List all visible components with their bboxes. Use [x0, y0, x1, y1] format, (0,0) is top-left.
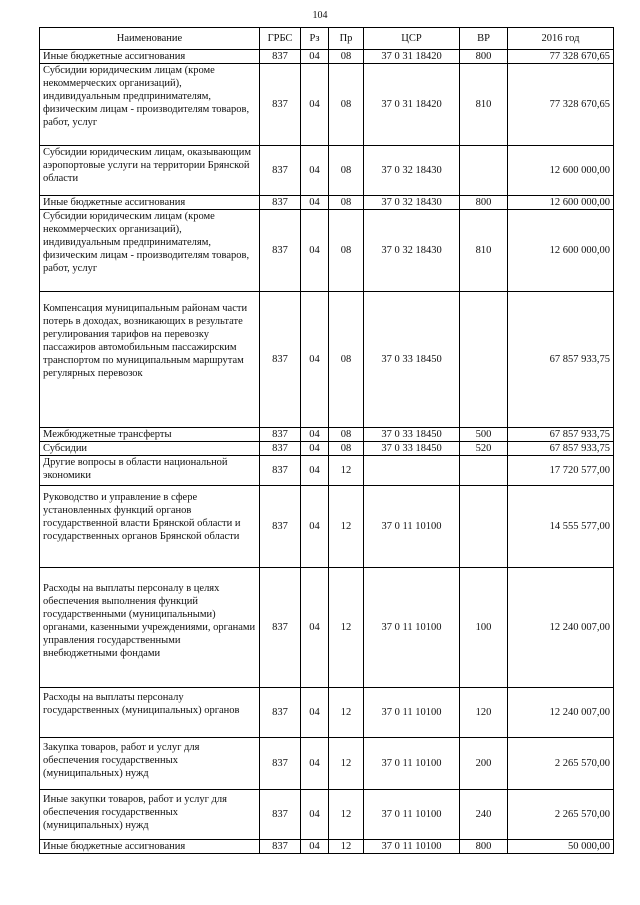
row-grbs: 837 [260, 428, 301, 442]
table-row [40, 688, 614, 738]
row-grbs: 837 [260, 790, 301, 840]
row-csr: 37 0 33 18450 [364, 292, 460, 428]
row-amount: 2 265 570,00 [508, 738, 614, 790]
row-csr: 37 0 32 18430 [364, 196, 460, 210]
table-header-row [40, 28, 614, 50]
page-number: 104 [312, 10, 328, 21]
budget-table [39, 27, 614, 854]
table-row [40, 790, 614, 840]
row-amount: 14 555 577,00 [508, 486, 614, 568]
row-pr: 12 [329, 840, 364, 854]
row-name: Субсидии [40, 442, 260, 456]
row-csr: 37 0 11 10100 [364, 790, 460, 840]
row-amount: 17 720 577,00 [508, 456, 614, 486]
row-csr: 37 0 31 18420 [364, 50, 460, 64]
table-row [40, 196, 614, 210]
row-amount: 67 857 933,75 [508, 292, 614, 428]
row-csr: 37 0 32 18430 [364, 210, 460, 292]
row-rz: 04 [301, 568, 329, 688]
row-vr: 100 [460, 568, 508, 688]
row-pr: 12 [329, 486, 364, 568]
row-rz: 04 [301, 738, 329, 790]
table-row [40, 738, 614, 790]
row-name: Субсидии юридическим лицам (кроме некоммерческих организаций), индивидуальным предпринимателям, физическим лицам - производителям товаров, работ, услуг [40, 210, 260, 292]
row-grbs: 837 [260, 292, 301, 428]
header-grbs: ГРБС [260, 28, 301, 50]
row-grbs: 837 [260, 568, 301, 688]
row-grbs: 837 [260, 196, 301, 210]
header-amount: 2016 год [508, 28, 614, 50]
row-vr: 120 [460, 688, 508, 738]
row-pr: 12 [329, 568, 364, 688]
row-grbs: 837 [260, 738, 301, 790]
row-rz: 04 [301, 840, 329, 854]
row-vr [460, 456, 508, 486]
header-rz: Рз [301, 28, 329, 50]
row-grbs: 837 [260, 840, 301, 854]
row-csr: 37 0 11 10100 [364, 486, 460, 568]
row-grbs: 837 [260, 442, 301, 456]
row-grbs: 837 [260, 146, 301, 196]
row-name: Компенсация муниципальным районам части потерь в доходах, возникающих в результате регулирования тарифов на перевозку пассажиров автомобильным пассажирским транспортом по муниципальным маршрутам регулярных перевозок [40, 292, 260, 428]
row-rz: 04 [301, 486, 329, 568]
table-row [40, 50, 614, 64]
row-amount: 67 857 933,75 [508, 428, 614, 442]
row-csr: 37 0 31 18420 [364, 64, 460, 146]
row-rz: 04 [301, 688, 329, 738]
table-row [40, 64, 614, 146]
row-amount: 12 600 000,00 [508, 146, 614, 196]
row-vr: 800 [460, 196, 508, 210]
row-pr: 12 [329, 456, 364, 486]
row-name: Другие вопросы в области национальной экономики [40, 456, 260, 486]
row-amount: 12 600 000,00 [508, 210, 614, 292]
row-csr: 37 0 11 10100 [364, 568, 460, 688]
row-csr: 37 0 11 10100 [364, 688, 460, 738]
row-grbs: 837 [260, 688, 301, 738]
row-rz: 04 [301, 428, 329, 442]
row-rz: 04 [301, 64, 329, 146]
table-row [40, 442, 614, 456]
row-grbs: 837 [260, 64, 301, 146]
row-rz: 04 [301, 50, 329, 64]
row-csr: 37 0 33 18450 [364, 428, 460, 442]
row-name: Иные бюджетные ассигнования [40, 196, 260, 210]
table-row [40, 146, 614, 196]
row-vr [460, 146, 508, 196]
table-row [40, 210, 614, 292]
row-csr: 37 0 32 18430 [364, 146, 460, 196]
row-grbs: 837 [260, 486, 301, 568]
row-amount: 12 600 000,00 [508, 196, 614, 210]
row-rz: 04 [301, 442, 329, 456]
row-name: Иные закупки товаров, работ и услуг для обеспечения государственных (муниципальных) нужд [40, 790, 260, 840]
row-amount: 77 328 670,65 [508, 64, 614, 146]
row-name: Расходы на выплаты персоналу в целях обеспечения выполнения функций государственными (муниципальными) органами, казенными учреждениями, органами управления государственными внебюджетными фондами [40, 568, 260, 688]
row-name: Межбюджетные трансферты [40, 428, 260, 442]
row-pr: 08 [329, 210, 364, 292]
row-name: Закупка товаров, работ и услуг для обеспечения государственных (муниципальных) нужд [40, 738, 260, 790]
row-amount: 50 000,00 [508, 840, 614, 854]
table-row [40, 840, 614, 854]
table-row [40, 486, 614, 568]
row-csr: 37 0 11 10100 [364, 840, 460, 854]
row-amount: 12 240 007,00 [508, 688, 614, 738]
row-name: Субсидии юридическим лицам (кроме некоммерческих организаций), индивидуальным предпринимателям, физическим лицам - производителям товаров, работ, услуг [40, 64, 260, 146]
row-pr: 12 [329, 790, 364, 840]
header-pr: Пр [329, 28, 364, 50]
row-vr: 200 [460, 738, 508, 790]
row-amount: 77 328 670,65 [508, 50, 614, 64]
row-rz: 04 [301, 210, 329, 292]
row-vr: 500 [460, 428, 508, 442]
row-amount: 67 857 933,75 [508, 442, 614, 456]
row-amount: 2 265 570,00 [508, 790, 614, 840]
table-row [40, 428, 614, 442]
row-csr [364, 456, 460, 486]
row-rz: 04 [301, 196, 329, 210]
table-row [40, 292, 614, 428]
row-pr: 08 [329, 50, 364, 64]
row-name: Субсидии юридическим лицам, оказывающим аэропортовые услуги на территории Брянской области [40, 146, 260, 196]
row-grbs: 837 [260, 210, 301, 292]
row-pr: 08 [329, 442, 364, 456]
row-vr [460, 486, 508, 568]
row-vr: 240 [460, 790, 508, 840]
header-csr: ЦСР [364, 28, 460, 50]
row-csr: 37 0 33 18450 [364, 442, 460, 456]
row-name: Руководство и управление в сфере установленных функций органов государственной власти Брянской области и государственных органов Брянской области [40, 486, 260, 568]
row-pr: 08 [329, 292, 364, 428]
header-vr: ВР [460, 28, 508, 50]
header-name: Наименование [40, 28, 260, 50]
table-row [40, 456, 614, 486]
row-pr: 08 [329, 64, 364, 146]
row-vr: 800 [460, 50, 508, 64]
row-grbs: 837 [260, 50, 301, 64]
row-grbs: 837 [260, 456, 301, 486]
table-row [40, 568, 614, 688]
row-amount: 12 240 007,00 [508, 568, 614, 688]
row-rz: 04 [301, 292, 329, 428]
row-pr: 08 [329, 428, 364, 442]
row-pr: 08 [329, 196, 364, 210]
row-name: Иные бюджетные ассигнования [40, 50, 260, 64]
row-pr: 12 [329, 738, 364, 790]
row-pr: 08 [329, 146, 364, 196]
row-vr [460, 292, 508, 428]
row-vr: 520 [460, 442, 508, 456]
row-vr: 810 [460, 64, 508, 146]
row-vr: 800 [460, 840, 508, 854]
row-rz: 04 [301, 146, 329, 196]
row-pr: 12 [329, 688, 364, 738]
row-name: Расходы на выплаты персоналу государственных (муниципальных) органов [40, 688, 260, 738]
row-rz: 04 [301, 790, 329, 840]
row-csr: 37 0 11 10100 [364, 738, 460, 790]
row-rz: 04 [301, 456, 329, 486]
row-name: Иные бюджетные ассигнования [40, 840, 260, 854]
row-vr: 810 [460, 210, 508, 292]
